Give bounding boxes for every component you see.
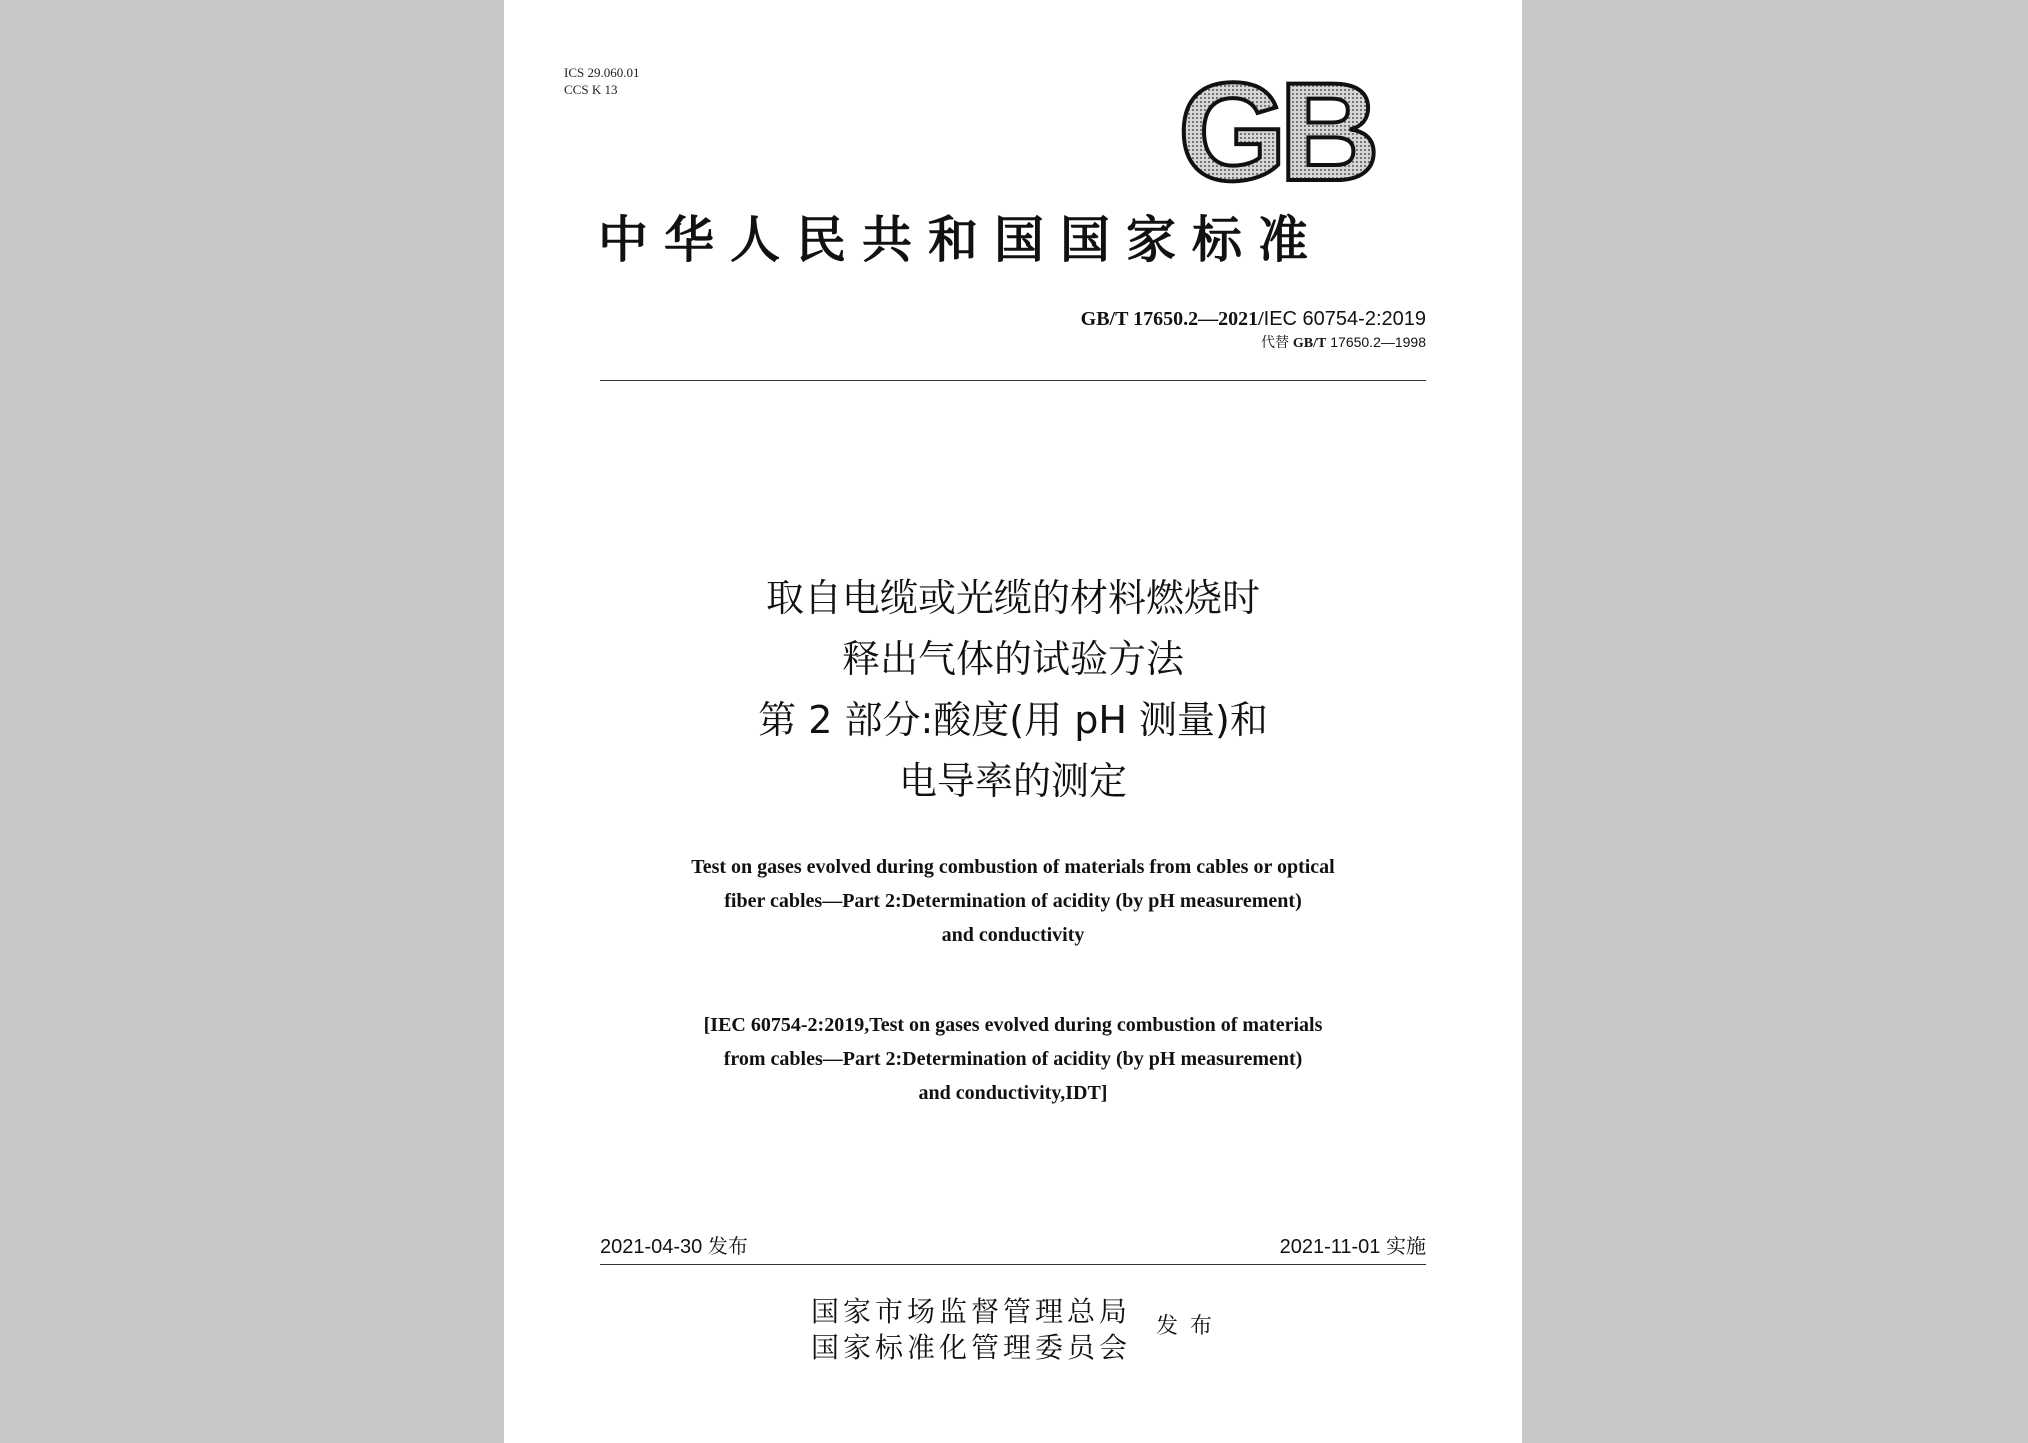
replaces-code: GB/T <box>1292 336 1327 351</box>
english-title-line-3: and conductivity <box>941 924 1085 946</box>
footer-divider <box>600 1264 1426 1265</box>
chinese-title <box>504 568 1522 812</box>
gb-logo <box>1167 72 1383 194</box>
iec-title-line-1: [IEC 60754-2:2019,Test on gases evolved during combustion of materials <box>703 1014 1323 1036</box>
issuing-authorities <box>811 1294 1131 1366</box>
standard-number-gb: GB/T 17650.2—2021/ <box>1080 308 1264 330</box>
issuer-samr: 国家市场监督管理总局 <box>811 1295 1132 1328</box>
iec-reference-title <box>504 1008 1522 1110</box>
iec-title-line-3: and conductivity,IDT] <box>918 1082 1108 1104</box>
document-page <box>504 0 1522 1443</box>
replaces-standard <box>1261 333 1426 353</box>
iec-title-line-2: from cables—Part 2:Determination of acidity (by pH measurement) <box>723 1048 1303 1070</box>
replaces-prefix: 代替 <box>1261 334 1293 350</box>
replaces-number: 17650.2—1998 <box>1326 334 1426 350</box>
chinese-title-line-3: 第 2 部分:酸度(用 pH 测量)和 <box>758 698 1268 742</box>
chinese-title-line-1: 取自电缆或光缆的材料燃烧时 <box>765 576 1260 620</box>
standard-number <box>1081 306 1426 332</box>
gb-logo-graphic <box>1167 72 1383 194</box>
publish-label: 发布 <box>1156 1314 1225 1339</box>
standard-number-iec: IEC 60754-2:2019 <box>1263 308 1426 330</box>
english-title-line-1: Test on gases evolved during combustion of materials from cables or optical <box>691 856 1335 878</box>
chinese-title-line-2: 释出气体的试验方法 <box>841 637 1184 681</box>
ccs-code: CCS K 13 <box>564 82 618 97</box>
national-standard-heading: 中华人民共和国国家标准 <box>598 210 1324 269</box>
implementation-date: 2021-11-01 实施 <box>1279 1236 1426 1258</box>
gb-logo-text: GB <box>1178 72 1372 194</box>
header-divider <box>600 380 1426 381</box>
issuer-sac: 国家标准化管理委员会 <box>811 1331 1132 1364</box>
english-title <box>504 850 1522 952</box>
ics-code: ICS 29.060.01 <box>564 65 640 80</box>
chinese-title-line-4: 电导率的测定 <box>898 759 1127 803</box>
english-title-line-2: fiber cables—Part 2:Determination of acidity (by pH measurement) <box>724 890 1302 912</box>
classification-codes <box>564 64 639 98</box>
issue-date: 2021-04-30 发布 <box>600 1236 748 1258</box>
